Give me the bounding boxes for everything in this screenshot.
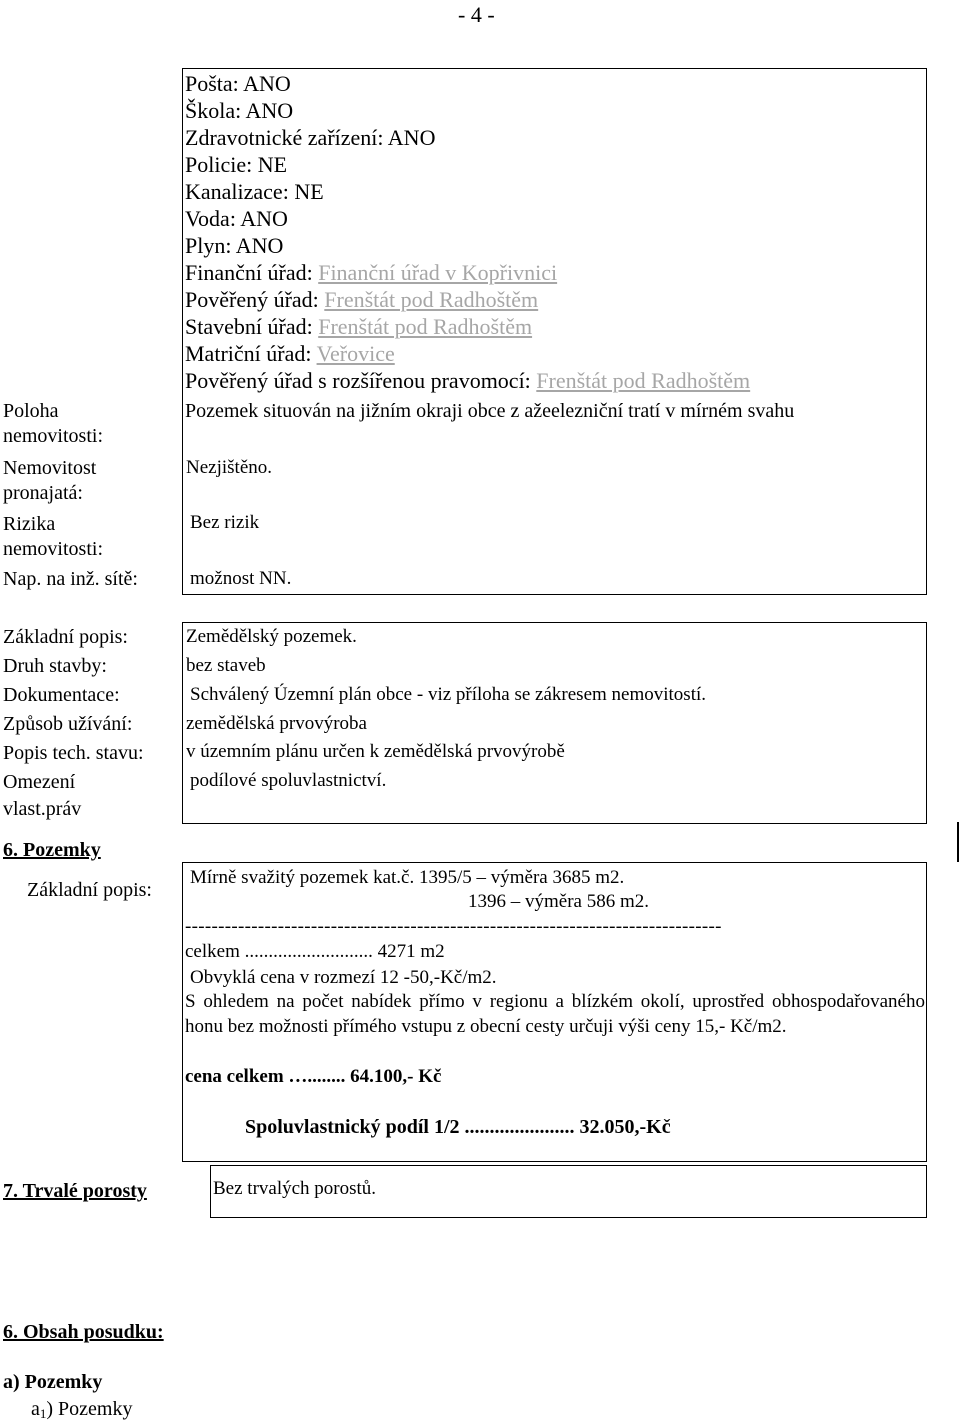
office-link[interactable]: Finanční úřad v Kopřivnici bbox=[318, 260, 558, 285]
info-line-label: Voda: bbox=[185, 206, 241, 231]
office-link[interactable]: Frenštát pod Radhoštěm bbox=[324, 287, 539, 312]
pozemky-line1: Mírně svažitý pozemek kat.č. 1395/5 – výměra 3685 m2. bbox=[190, 867, 625, 888]
obsah-heading: 6. Obsah posudku: bbox=[3, 1321, 164, 1343]
info-line bbox=[185, 205, 750, 232]
info-line bbox=[185, 70, 750, 97]
info-line bbox=[185, 97, 750, 124]
pozemky-price-range: Obvyklá cena v rozmezí 12 -50,-Kč/m2. bbox=[190, 967, 497, 988]
omezeni-label: Omezení vlast.práv bbox=[3, 771, 82, 820]
obsah-sub-a1: $a_1$) Pozemky bbox=[31, 1398, 133, 1421]
pozemky-dashes: --------------------------------------------------------------------------------- bbox=[185, 916, 722, 937]
info-line-value: ANO bbox=[245, 98, 294, 123]
office-line bbox=[185, 340, 750, 367]
info-line-label: Finanční úřad: bbox=[185, 260, 319, 285]
zakladni-value: Zemědělský pozemek. bbox=[186, 626, 357, 647]
zakladni-label: Základní popis: bbox=[3, 626, 128, 648]
trvale-value: Bez trvalých porostů. bbox=[213, 1178, 377, 1199]
info-line-label: Zdravotnické zařízení: bbox=[185, 125, 388, 150]
info-line-label: Matriční úřad: bbox=[185, 341, 317, 366]
zpusob-value: zemědělská prvovýroba bbox=[186, 713, 367, 734]
info-line-value: NE bbox=[257, 152, 288, 177]
info-line bbox=[185, 232, 750, 259]
trvale-heading: 7. Trvalé porosty bbox=[3, 1180, 147, 1202]
site-label: Nap. na inž. sítě: bbox=[3, 568, 138, 590]
office-link[interactable]: Veřovice bbox=[316, 341, 395, 366]
office-line bbox=[185, 259, 750, 286]
office-line bbox=[185, 367, 750, 394]
pozemky-heading: 6. Pozemky bbox=[3, 839, 101, 861]
popis-label: Popis tech. stavu: bbox=[3, 742, 144, 764]
info-line-value: ANO bbox=[387, 125, 436, 150]
info-line-label: Stavební úřad: bbox=[185, 314, 319, 339]
info-line bbox=[185, 178, 750, 205]
info-line-label: Kanalizace: bbox=[185, 179, 295, 204]
druh-label: Druh stavby: bbox=[3, 655, 107, 677]
info-line-label: Pošta: bbox=[185, 71, 244, 96]
info-line-value: ANO bbox=[240, 206, 288, 231]
pozemky-paragraph: S ohledem na počet nabídek přímo v regionu a blízkém okolí, uprostřed obhospodařovaného honu bez možnosti přímého vstupu z obecní cesty určuji výši ceny 15,- Kč/m2. bbox=[185, 991, 925, 1037]
druh-value: bez staveb bbox=[186, 655, 266, 676]
omezeni-value: podílové spoluvlastnictví. bbox=[190, 770, 387, 791]
info-line-value: NE bbox=[294, 179, 324, 204]
pozemky-price-total: cena celkem …........ 64.100,- Kč bbox=[185, 1066, 442, 1087]
info-lines bbox=[185, 70, 750, 394]
rizika-label: Rizika nemovitosti: bbox=[3, 513, 103, 560]
margin-bar bbox=[957, 822, 959, 862]
info-line-value: ANO bbox=[243, 71, 291, 96]
rizika-value: Bez rizik bbox=[190, 512, 260, 533]
info-line-label: Pověřený úřad s rozšířenou pravomocí: bbox=[185, 368, 537, 393]
info-line bbox=[185, 151, 750, 178]
info-line-value: ANO bbox=[235, 233, 284, 258]
popis-value: v územním plánu určen k zemědělská prvovýrobě bbox=[186, 741, 565, 762]
dokumentace-value: Schválený Územní plán obce - viz příloha se zákresem nemovitostí. bbox=[190, 684, 707, 705]
poloha-label: Poloha nemovitosti: bbox=[3, 400, 103, 447]
obsah-sub-a: a) Pozemky bbox=[3, 1371, 103, 1393]
pozemky-label: Základní popis: bbox=[27, 879, 152, 901]
office-line bbox=[185, 286, 750, 313]
info-line-label: Škola: bbox=[185, 98, 246, 123]
office-link[interactable]: Frenštát pod Radhoštěm bbox=[318, 314, 533, 339]
office-line bbox=[185, 313, 750, 340]
pronajata-value: Nezjištěno. bbox=[186, 457, 273, 478]
dokumentace-label: Dokumentace: bbox=[3, 684, 120, 706]
pozemky-line2: 1396 – výměra 586 m2. bbox=[468, 891, 650, 912]
pozemky-share: Spoluvlastnický podíl 1/2 ...................... 32.050,-Kč bbox=[245, 1116, 671, 1138]
poloha-value: Pozemek situován na jižním okraji obce z ažeelezniční tratí v mírném svahu bbox=[185, 400, 795, 422]
site-value: možnost NN. bbox=[190, 568, 292, 589]
info-line-label: Policie: bbox=[185, 152, 258, 177]
page-number: - 4 - bbox=[458, 2, 495, 27]
pozemky-total: celkem ........................... 4271 m2 bbox=[185, 941, 445, 962]
info-line bbox=[185, 124, 750, 151]
zpusob-label: Způsob užívání: bbox=[3, 713, 133, 735]
pronajata-label: Nemovitost pronajatá: bbox=[3, 457, 97, 504]
info-line-label: Plyn: bbox=[185, 233, 236, 258]
office-link[interactable]: Frenštát pod Radhoštěm bbox=[536, 368, 751, 393]
info-line-label: Pověřený úřad: bbox=[185, 287, 325, 312]
